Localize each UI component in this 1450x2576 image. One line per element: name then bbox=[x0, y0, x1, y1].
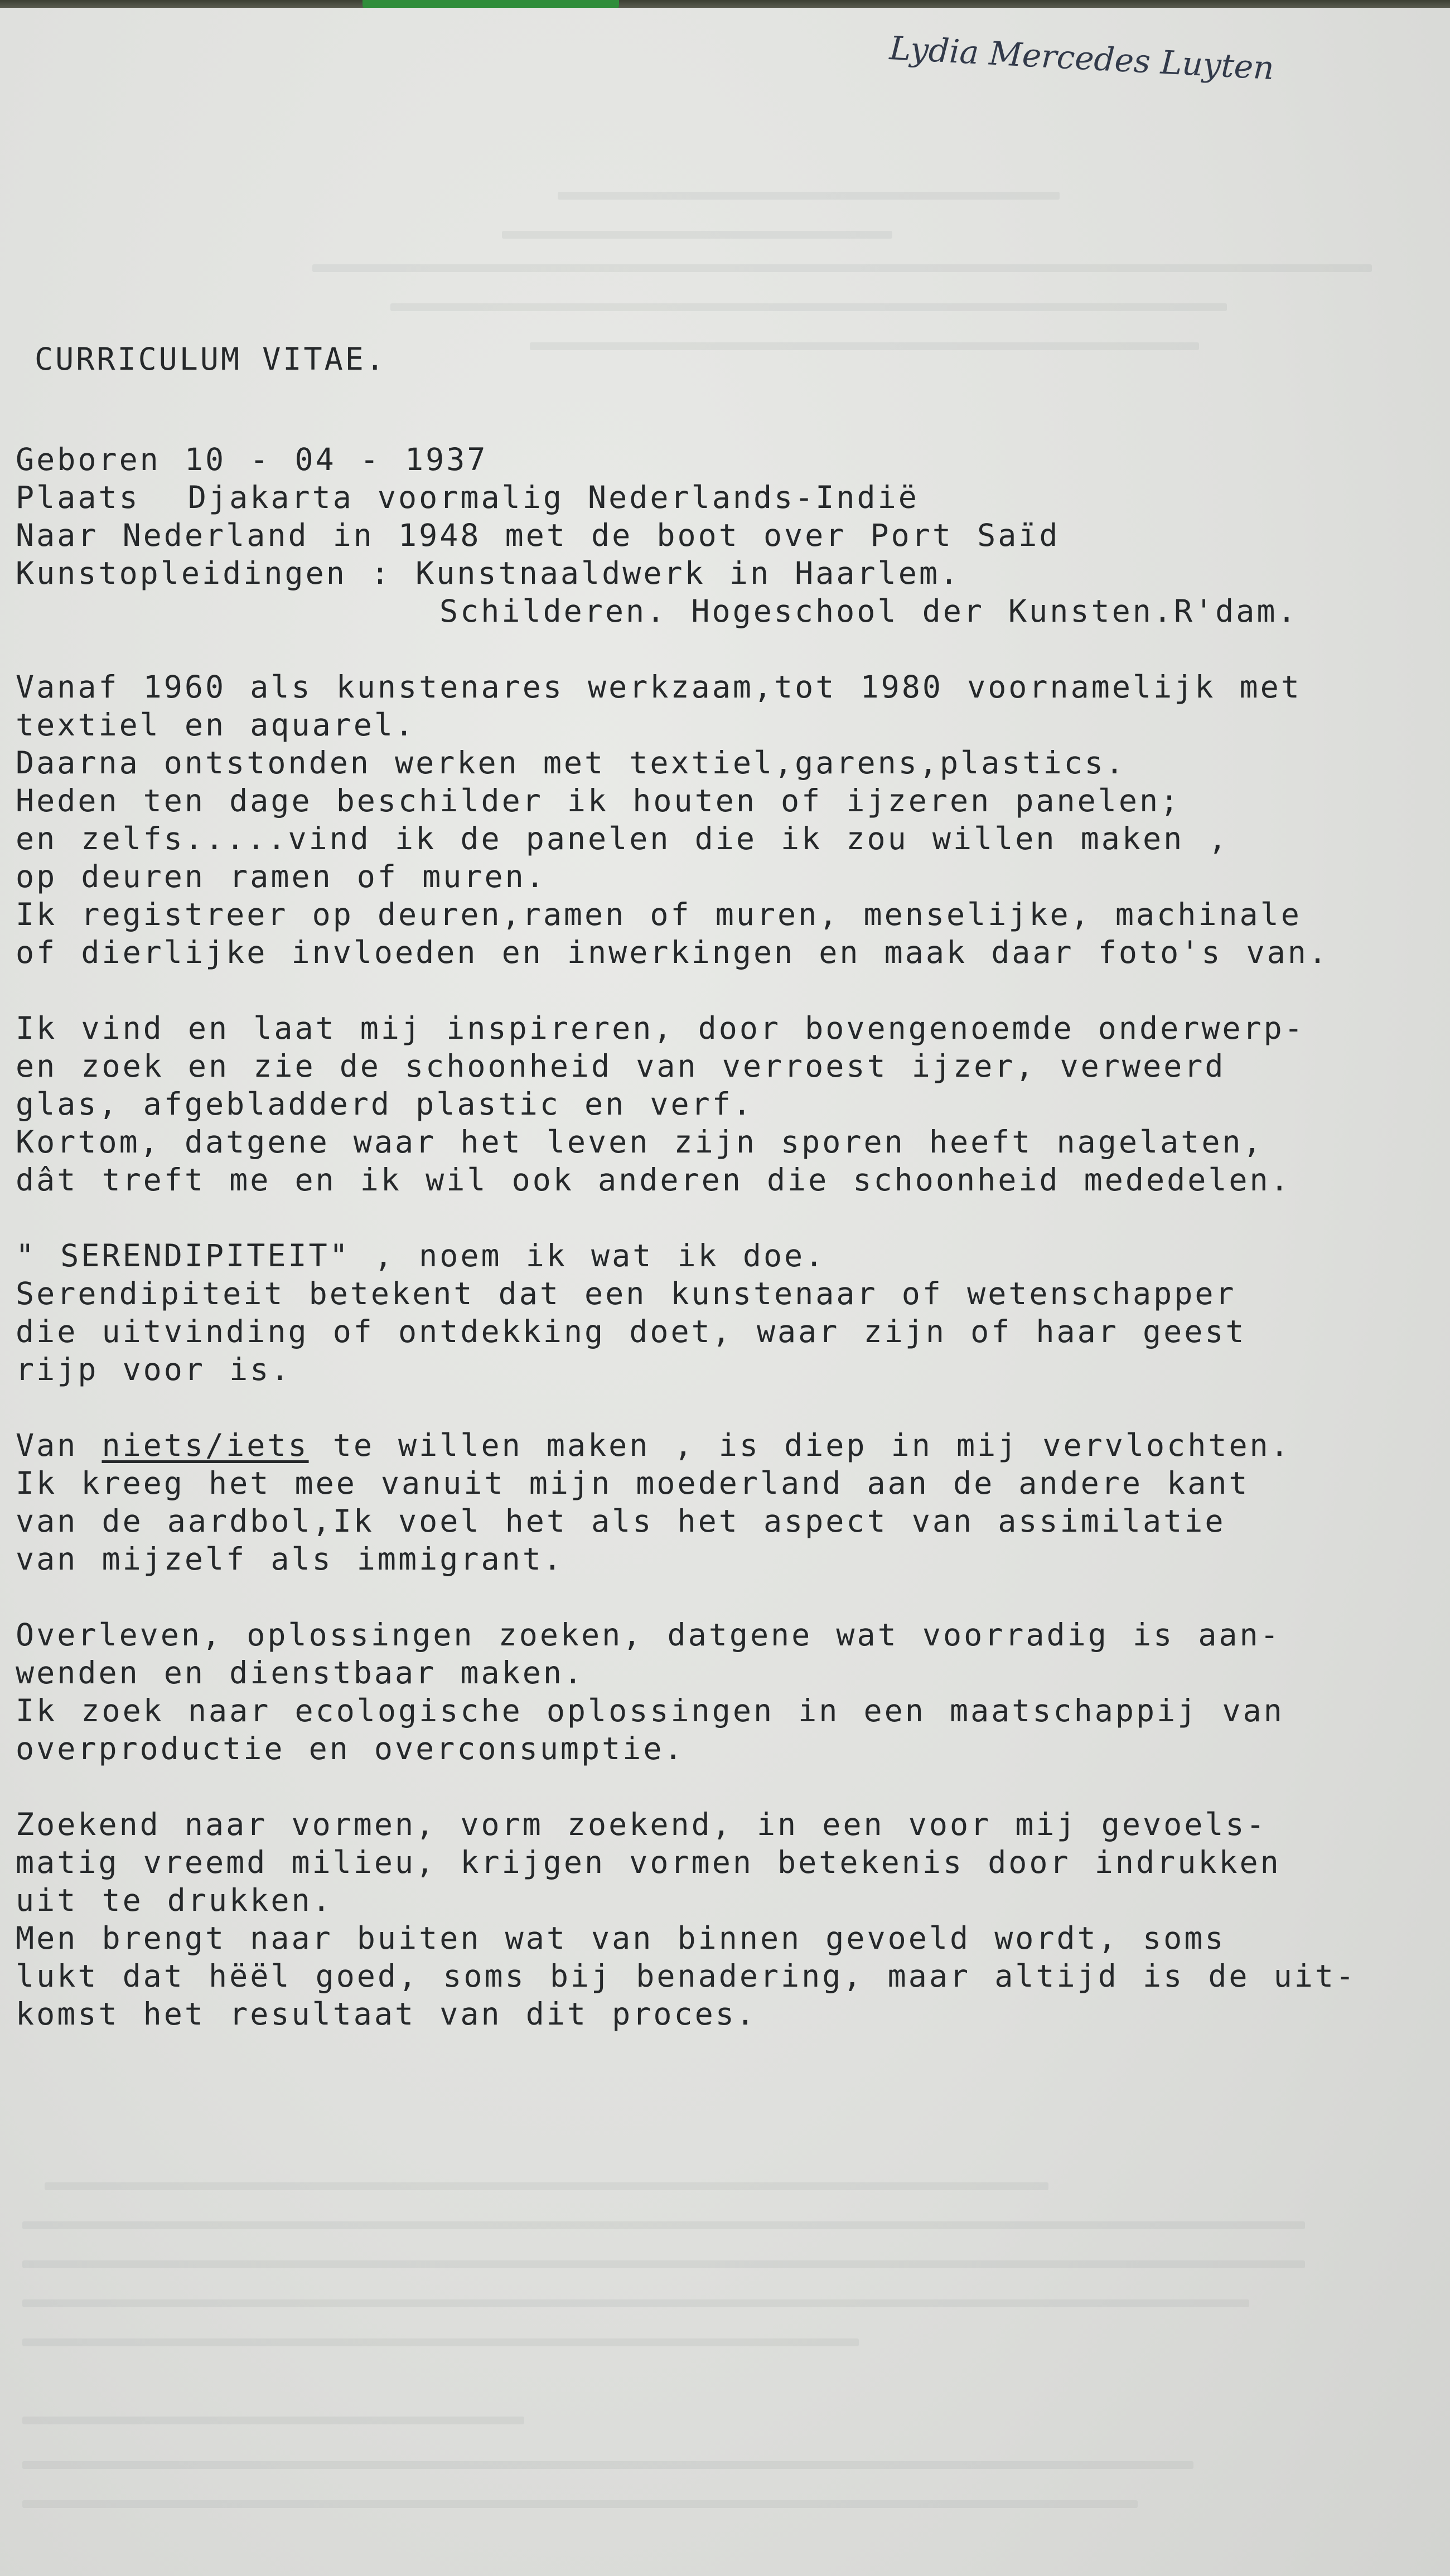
text-line: Heden ten dage beschilder ik houten of ijzeren panelen; bbox=[16, 783, 1181, 819]
text-line: Ik kreeg het mee vanuit mijn moederland aan de andere kant bbox=[16, 1465, 1250, 1501]
text-line: Daarna ontstonden werken met textiel,garens,plastics. bbox=[16, 745, 1126, 781]
text-line: Kortom, datgene waar het leven zijn sporen heeft nagelaten, bbox=[16, 1124, 1264, 1160]
show-through-line bbox=[530, 342, 1199, 350]
cv-body bbox=[16, 440, 1432, 2033]
show-through-line bbox=[558, 192, 1060, 200]
text-line bbox=[16, 1426, 1432, 1464]
text-line: van de aardbol,Ik voel het als het aspect van assimilatie bbox=[16, 1503, 1226, 1539]
document-title: CURRICULUM VITAE. bbox=[35, 341, 386, 377]
text-line: Ik zoek naar ecologische oplossingen in een maatschappij van bbox=[16, 1693, 1284, 1728]
text-line: overproductie en overconsumptie. bbox=[16, 1731, 685, 1766]
show-through-line bbox=[22, 2461, 1193, 2469]
show-through-line bbox=[22, 2260, 1305, 2268]
text-line: Ik registreer op deuren,ramen of muren, menselijke, machinale bbox=[16, 897, 1302, 932]
text-line: " SERENDIPITEIT" , noem ik wat ik doe. bbox=[16, 1238, 826, 1274]
text-line: textiel en aquarel. bbox=[16, 707, 416, 743]
text-line: Ik vind en laat mij inspireren, door bovengenoemde onderwerp- bbox=[16, 1010, 1305, 1046]
show-through-line bbox=[22, 2221, 1305, 2229]
text-fragment: Van bbox=[16, 1427, 102, 1463]
paragraph-career bbox=[16, 668, 1432, 971]
text-line: matig vreemd milieu, krijgen vormen betekenis door indrukken bbox=[16, 1844, 1281, 1880]
text-line: wenden en dienstbaar maken. bbox=[16, 1655, 585, 1691]
birth-date-line: Geboren 10 - 04 - 1937 bbox=[16, 442, 488, 477]
text-line: Zoekend naar vormen, vorm zoekend, in een voor mij gevoels- bbox=[16, 1807, 1267, 1842]
underlined-phrase: niets/iets bbox=[102, 1427, 309, 1463]
text-line: uit te drukken. bbox=[16, 1882, 333, 1918]
paragraph-origin bbox=[16, 1426, 1432, 1578]
text-line: of dierlijke invloeden en inwerkingen en maak daar foto's van. bbox=[16, 934, 1329, 970]
paragraph-serendipity bbox=[16, 1237, 1432, 1388]
show-through-line bbox=[502, 231, 892, 239]
show-through-line bbox=[22, 2500, 1138, 2508]
text-line: dât treft me en ik wil ook anderen die schoonheid mededelen. bbox=[16, 1162, 1291, 1198]
handwritten-signature: Lydia Mercedes Luyten bbox=[888, 29, 1275, 88]
text-line: van mijzelf als immigrant. bbox=[16, 1541, 564, 1577]
text-line: Vanaf 1960 als kunstenares werkzaam,tot 1980 voornamelijk met bbox=[16, 669, 1302, 705]
text-line: Serendipiteit betekent dat een kunstenaar of wetenschapper bbox=[16, 1276, 1236, 1311]
text-line: die uitvinding of ontdekking doet, waar zijn of haar geest bbox=[16, 1314, 1246, 1349]
show-through-line bbox=[312, 264, 1372, 272]
education-line: Kunstopleidingen : Kunstnaaldwerk in Haarlem. bbox=[16, 555, 961, 591]
show-through-line bbox=[45, 2182, 1048, 2190]
text-line: en zoek en zie de schoonheid van verroest ijzer, verweerd bbox=[16, 1048, 1226, 1084]
text-line: rijp voor is. bbox=[16, 1352, 292, 1387]
text-line: op deuren ramen of muren. bbox=[16, 859, 547, 894]
show-through-line bbox=[22, 2299, 1249, 2307]
text-line: komst het resultaat van dit proces. bbox=[16, 1996, 757, 2032]
text-line: Men brengt naar buiten wat van binnen gevoeld wordt, soms bbox=[16, 1920, 1226, 1956]
show-through-line bbox=[22, 2338, 859, 2346]
text-line: glas, afgebladderd plastic en verf. bbox=[16, 1086, 753, 1122]
paragraph-forms bbox=[16, 1805, 1432, 2033]
paragraph-ecology bbox=[16, 1616, 1432, 1768]
text-line: lukt dat hëël goed, soms bij benadering, maar altijd is de uit- bbox=[16, 1958, 1357, 1994]
text-line: en zelfs.....vind ik de panelen die ik zou willen maken , bbox=[16, 821, 1229, 856]
show-through-line bbox=[22, 2417, 524, 2424]
birth-place-line: Plaats Djakarta voormalig Nederlands-Indië bbox=[16, 480, 919, 515]
show-through-line bbox=[390, 303, 1227, 311]
arrival-line: Naar Nederland in 1948 met de boot over Port Saïd bbox=[16, 517, 1060, 553]
text-fragment: te willen maken , is diep in mij vervlochten. bbox=[308, 1427, 1291, 1463]
text-line: Overleven, oplossingen zoeken, datgene wat voorradig is aan- bbox=[16, 1617, 1281, 1653]
paragraph-inspiration bbox=[16, 1009, 1432, 1199]
education-line: Schilderen. Hogeschool der Kunsten.R'dam. bbox=[439, 593, 1298, 629]
